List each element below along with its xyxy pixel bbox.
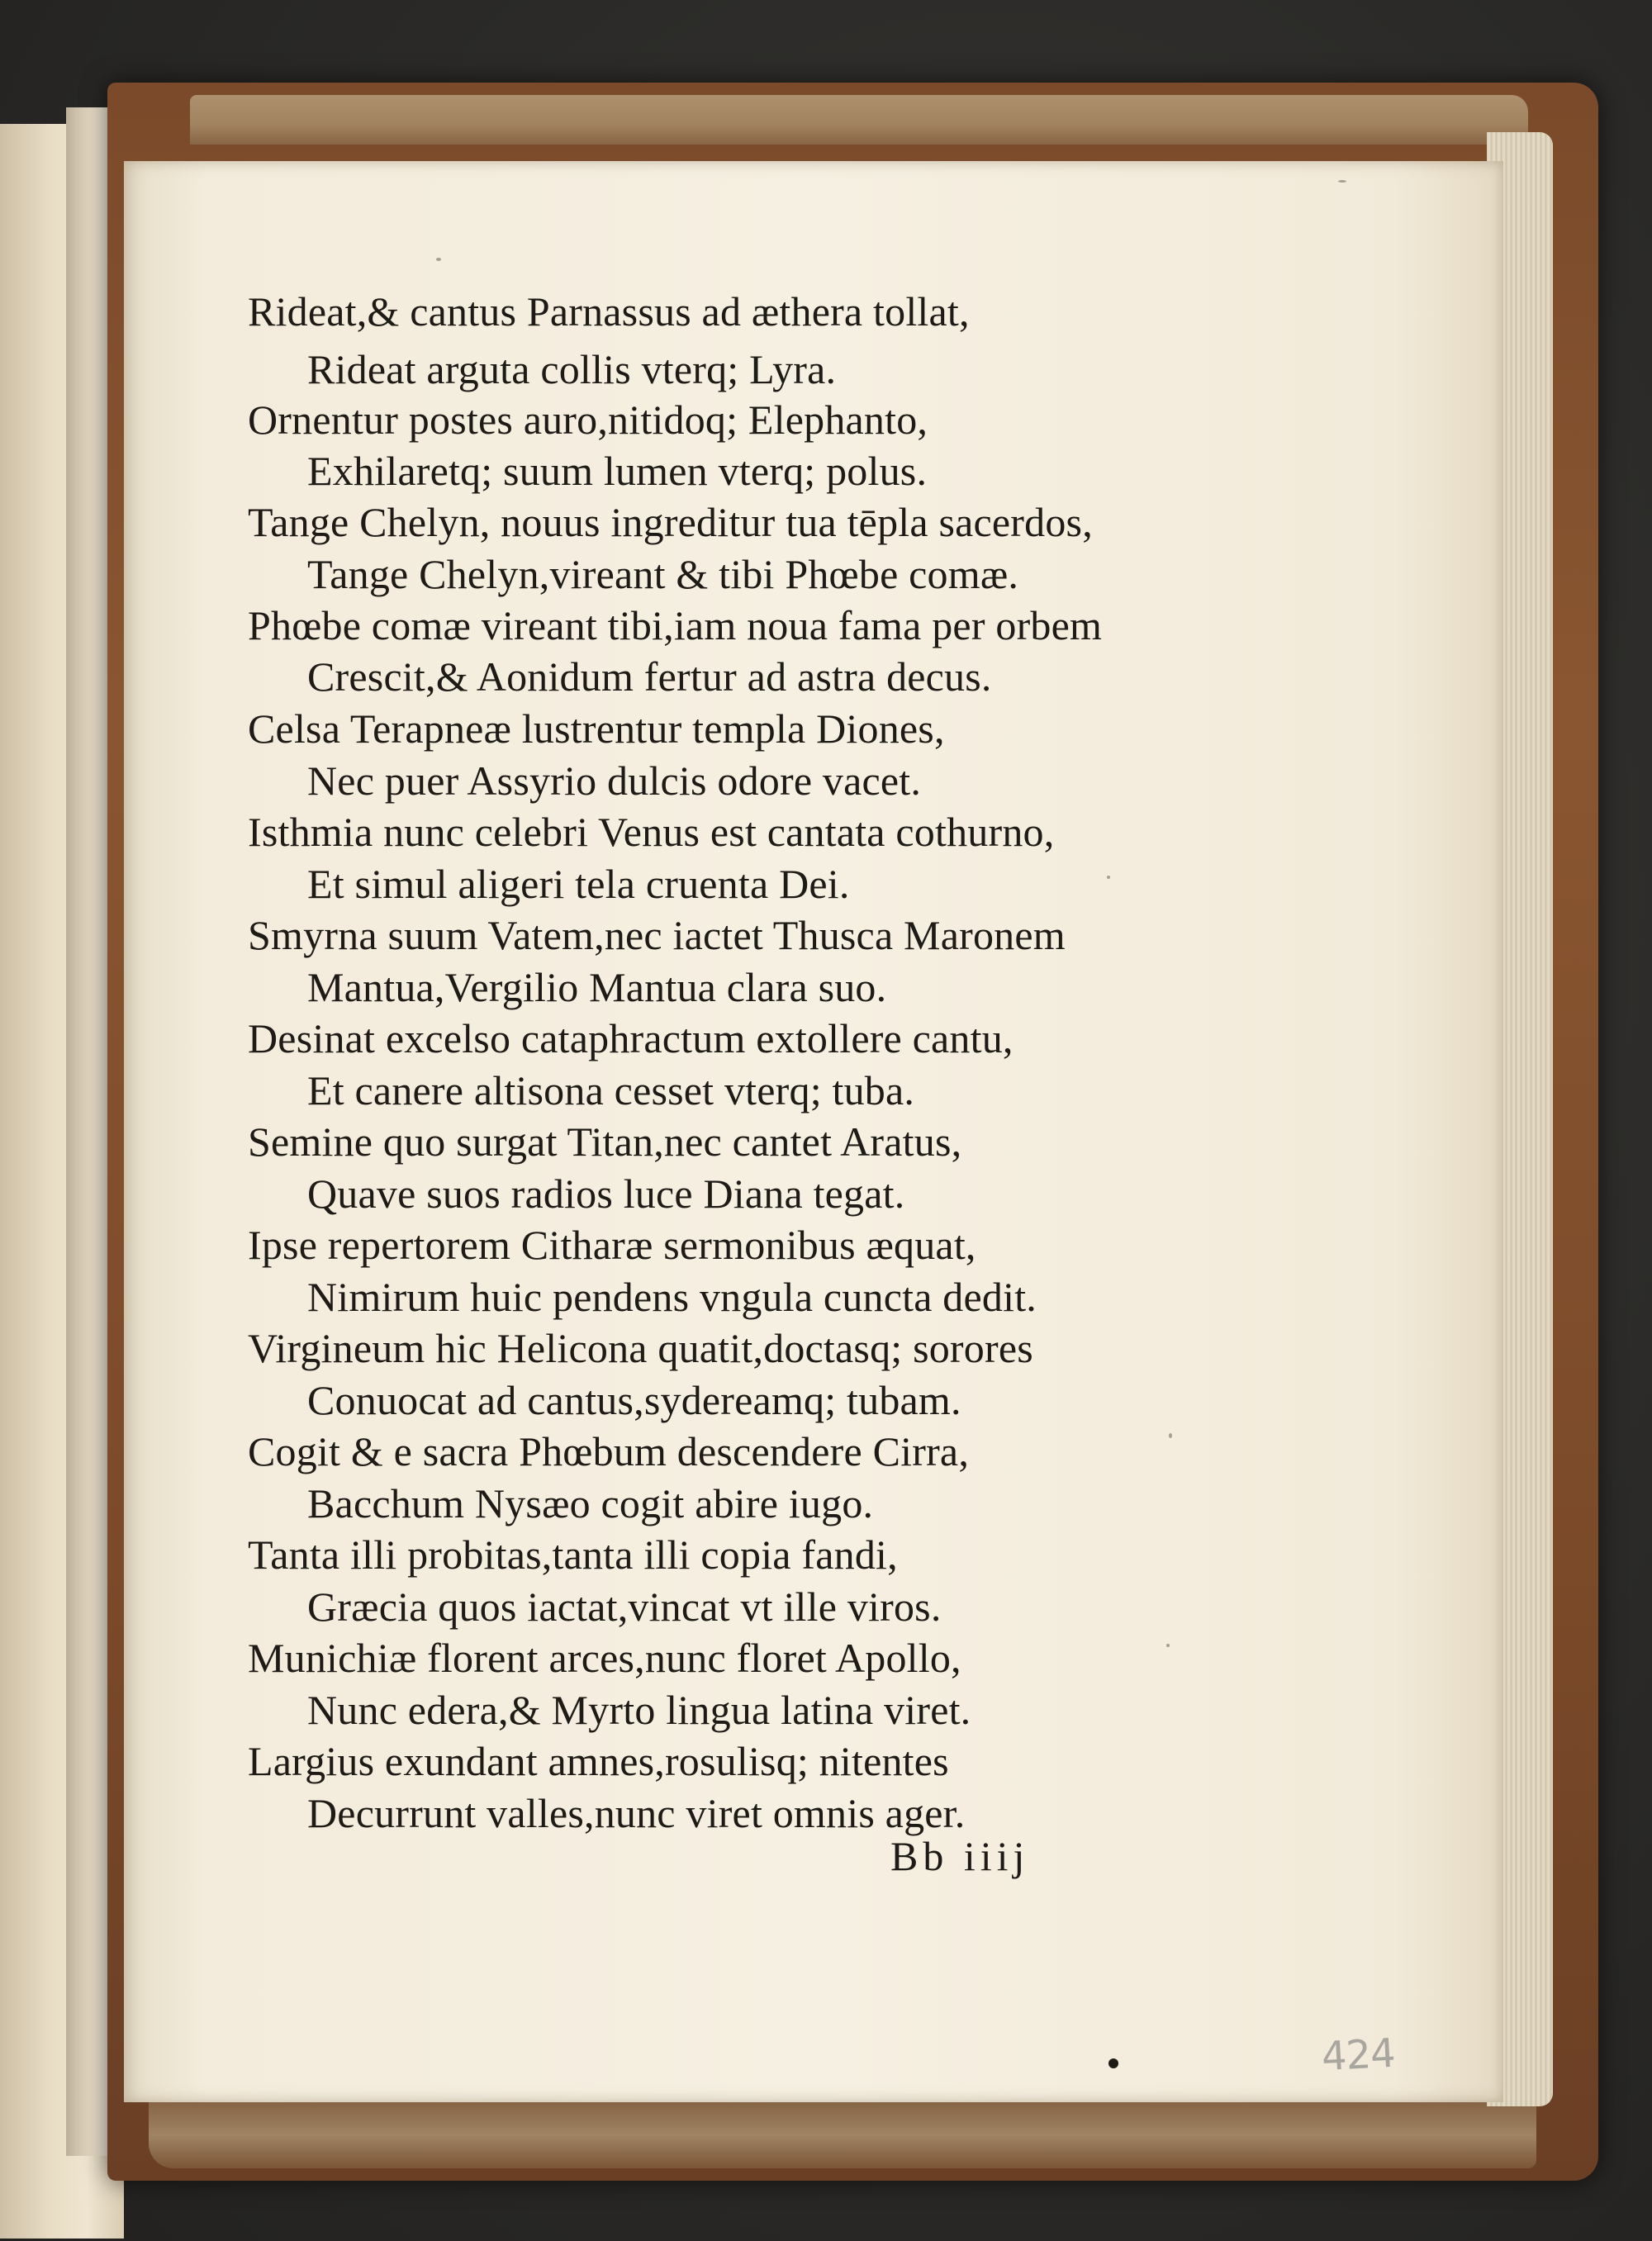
verse-line: Rideat,& cantus Parnassus ad æthera tollat, [248,288,970,335]
verse-line: Tange Chelyn,vireant & tibi Phœbe comæ. [307,551,1019,597]
verse-line: Celsa Terapneæ lustrentur templa Diones, [248,705,945,752]
verse-line: Ipse repertorem Citharæ sermonibus æquat, [248,1222,976,1268]
verse-line: Nec puer Assyrio dulcis odore vacet. [307,757,922,804]
verse-line: Decurrunt valles,nunc viret omnis ager. [307,1790,966,1836]
verse-line: Nunc edera,& Myrto lingua latina viret. [307,1687,971,1733]
verse-line: Conuocat ad cantus,sydereamq; tubam. [307,1377,961,1423]
verse-line: Crescit,& Aonidum fertur ad astra decus. [307,653,992,700]
verse-line: Et canere altisona cesset vterq; tuba. [307,1067,915,1113]
signature-mark: Bb iiij [890,1833,1030,1879]
verse-line: Mantua,Vergilio Mantua clara suo. [307,964,887,1010]
pencil-folio-number: 424 [1320,2030,1397,2081]
verse-line: Ornentur postes auro,nitidoq; Elephanto, [248,396,928,443]
verse-line: Quave suos radios luce Diana tegat. [307,1170,905,1217]
verse-line: Desinat excelso cataphractum extollere cantu, [248,1015,1014,1061]
verse-line: Semine quo surgat Titan,nec cantet Aratus, [248,1118,962,1165]
verse-line: Tanta illi probitas,tanta illi copia fandi, [248,1531,898,1578]
verse-line: Smyrna suum Vatem,nec iactet Thusca Maronem [248,912,1066,958]
verse-line: Et simul aligeri tela cruenta Dei. [307,861,850,907]
verse-line: Nimirum huic pendens vngula cuncta dedit. [307,1274,1037,1320]
verse-line: Cogit & e sacra Phœbum descendere Cirra, [248,1428,970,1474]
verse-line: Virgineum hic Helicona quatit,doctasq; sorores [248,1325,1033,1371]
verse-line: Munichiæ florent arces,nunc floret Apollo, [248,1635,961,1681]
verse-line: Bacchum Nysæo cogit abire iugo. [307,1480,874,1526]
verse-line: Isthmia nunc celebri Venus est cantata cothurno, [248,809,1055,855]
verse-line: Rideat arguta collis vterq; Lyra. [307,346,837,392]
verse-line: Græcia quos iactat,vincat vt ille viros. [307,1583,942,1630]
verse-line: Largius exundant amnes,rosulisq; nitentes [248,1738,949,1784]
ink-dot [1108,2058,1118,2068]
verse-line: Tange Chelyn, nouus ingreditur tua tēpla sacerdos, [248,499,1093,545]
verse-line: Exhilaretq; suum lumen vterq; polus. [307,448,928,494]
verse-line: Phœbe comæ vireant tibi,iam noua fama per orbem [248,602,1103,648]
